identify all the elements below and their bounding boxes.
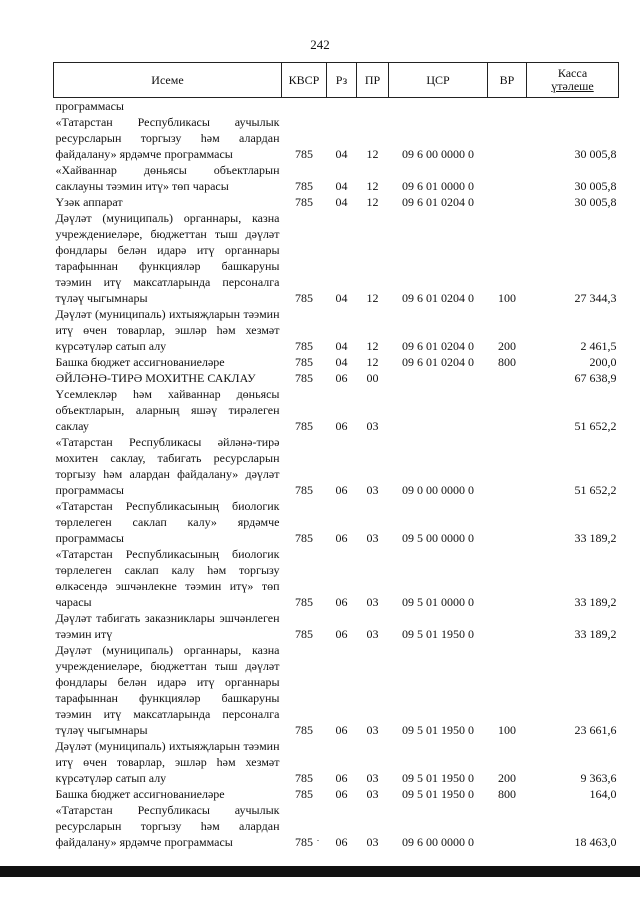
cell-name: «Татарстан Республикасының биологик төрлелеген саклап калу» ярдәмче программасы	[55, 499, 280, 545]
cell-vr	[488, 386, 527, 434]
table-row	[54, 610, 619, 642]
cell-pr	[357, 98, 389, 115]
cell-pr: 12	[366, 195, 379, 209]
cell-csr: 09 5 01 1950 0	[402, 627, 474, 641]
cell-kvsr: 785	[295, 627, 313, 641]
table-row	[54, 98, 619, 115]
cell-rz: 04	[335, 355, 348, 369]
cell-kvsr: 785	[295, 371, 313, 385]
cell-amount	[527, 98, 619, 115]
cell-kvsr	[282, 98, 327, 115]
cell-amount: 200,0	[589, 355, 617, 369]
cell-csr	[389, 98, 488, 115]
cell-name: Дәүләт табигать заказниклары эшчәнлеген тәэмин итү	[55, 611, 280, 641]
cell-kvsr: 785	[295, 483, 313, 497]
cell-vr	[488, 114, 527, 162]
cell-vr	[488, 802, 527, 850]
cell-amount: 30 005,8	[574, 179, 617, 193]
table-row	[54, 162, 619, 194]
cell-amount: 33 189,2	[574, 531, 617, 545]
cell-vr	[488, 370, 527, 386]
cell-pr: 03	[366, 595, 379, 609]
cell-amount: 33 189,2	[574, 627, 617, 641]
cell-vr	[488, 434, 527, 498]
cell-csr: 09 5 01 1950 0	[402, 723, 474, 737]
cell-csr: 09 5 01 1950 0	[402, 771, 474, 785]
cell-kvsr: 785	[295, 339, 313, 353]
cell-rz: 06	[335, 483, 348, 497]
cell-pr: 12	[366, 355, 379, 369]
table-row	[54, 786, 619, 802]
cell-amount: 2 461,5	[580, 339, 617, 353]
table-row	[54, 642, 619, 738]
cell-csr: 09 5 00 0000 0	[402, 531, 474, 545]
header-kassa-line2: үтәлеше	[551, 79, 594, 93]
cell-rz: 06	[335, 835, 348, 849]
cell-rz: 04	[335, 339, 348, 353]
cell-vr: 800	[498, 355, 516, 369]
cell-pr: 03	[366, 723, 379, 737]
table-row	[54, 194, 619, 210]
cell-name: Үсемлекләр һәм хайваннар дөньясы объектларын, аларның яшәү тирәлеген саклау	[55, 387, 280, 433]
cell-name: Дәүләт (муниципаль) органнары, казна учреждениеләре, бюджеттан тыш дәүләт фондлары белән идарә итү органнары тарафыннан функцияләр башкаруны тәэмин итү максатларында персоналга түләү чыгымнары	[55, 643, 280, 737]
cell-name: Башка бюджет ассигнованиеләре	[55, 787, 225, 801]
cell-amount: 51 652,2	[574, 419, 617, 433]
cell-vr: 100	[498, 723, 516, 737]
header-pr: ПР	[357, 63, 389, 98]
cell-amount: 30 005,8	[574, 147, 617, 161]
cell-csr: 09 6 01 0000 0	[402, 179, 474, 193]
cell-kvsr: 785	[295, 355, 313, 369]
scan-bottom-edge	[0, 866, 640, 877]
cell-kvsr: 785	[295, 771, 313, 785]
cell-kvsr: 785	[295, 723, 313, 737]
cell-kvsr: 785	[295, 179, 313, 193]
cell-csr: 09 5 01 0000 0	[402, 595, 474, 609]
cell-pr: 03	[366, 483, 379, 497]
cell-vr	[488, 498, 527, 546]
cell-name: ӘЙЛӘНӘ-ТИРӘ МОХИТНЕ САКЛАУ	[55, 371, 256, 385]
cell-rz	[327, 98, 357, 115]
cell-vr	[488, 98, 527, 115]
cell-pr: 12	[366, 291, 379, 305]
cell-vr: 100	[498, 291, 516, 305]
cell-name: «Татарстан Республикасы аучылык ресурсларын торгызу һәм алардан файдалану» ярдәмче программасы	[55, 803, 280, 849]
table-row	[54, 306, 619, 354]
cell-csr: 09 6 01 0204 0	[402, 195, 474, 209]
cell-name: Дәүләт (муниципаль) органнары, казна учреждениеләре, бюджеттан тыш дәүләт фондлары белән идарә итү органнары тарафыннан функцияләр башкаруны тәэмин итү максатларында персоналга түләү чыгымнары	[55, 211, 280, 305]
cell-kvsr: 785	[295, 419, 313, 433]
cell-csr: 09 6 01 0204 0	[402, 355, 474, 369]
cell-pr: 00	[366, 371, 379, 385]
cell-amount: 23 661,6	[574, 723, 617, 737]
header-vr: ВР	[488, 63, 527, 98]
cell-vr	[488, 162, 527, 194]
cell-name: программасы	[55, 99, 124, 113]
cell-rz: 06	[335, 787, 348, 801]
table-row	[54, 498, 619, 546]
header-kvsr: КВСР	[282, 63, 327, 98]
cell-csr: 09 5 01 1950 0	[402, 787, 474, 801]
cell-amount: 33 189,2	[574, 595, 617, 609]
cell-name: Үзәк аппарат	[55, 195, 123, 209]
table-row	[54, 738, 619, 786]
cell-vr: 200	[498, 771, 516, 785]
header-rz: Рз	[327, 63, 357, 98]
cell-pr: 03	[366, 835, 379, 849]
cell-rz: 04	[335, 147, 348, 161]
cell-pr: 12	[366, 147, 379, 161]
table-header-row	[54, 63, 619, 98]
table-row	[54, 386, 619, 434]
cell-csr: 09 6 00 0000 0	[402, 147, 474, 161]
scan-artifact	[317, 840, 319, 841]
budget-table	[53, 62, 619, 850]
cell-amount: 51 652,2	[574, 483, 617, 497]
cell-rz: 04	[335, 179, 348, 193]
table-row	[54, 802, 619, 850]
table-row	[54, 546, 619, 610]
cell-name: «Татарстан Республикасының биологик төрлелеген саклап калу һәм торгызу өлкәсендә эшчәнлекне тәэмин итү» төп чарасы	[55, 547, 280, 609]
cell-amount: 30 005,8	[574, 195, 617, 209]
cell-vr	[488, 194, 527, 210]
cell-kvsr: 785	[295, 147, 313, 161]
cell-csr: 09 6 01 0204 0	[402, 291, 474, 305]
cell-vr: 200	[498, 339, 516, 353]
header-kassa-line1: Касса	[557, 66, 588, 80]
cell-pr: 03	[366, 419, 379, 433]
cell-kvsr: 785	[295, 291, 313, 305]
cell-name: «Татарстан Республикасы аучылык ресурсларын торгызу һәм алардан файдалану» ярдәмче программасы	[55, 115, 280, 161]
cell-kvsr: 785	[295, 195, 313, 209]
cell-pr: 03	[366, 627, 379, 641]
table-row	[54, 354, 619, 370]
cell-amount: 9 363,6	[580, 771, 617, 785]
cell-rz: 06	[335, 627, 348, 641]
cell-pr: 03	[366, 771, 379, 785]
cell-rz: 06	[335, 419, 348, 433]
table-row	[54, 114, 619, 162]
cell-csr	[389, 370, 488, 386]
cell-kvsr: 785	[295, 531, 313, 545]
cell-amount: 18 463,0	[574, 835, 617, 849]
header-kassa	[527, 63, 619, 98]
cell-pr: 03	[366, 787, 379, 801]
header-name: Исеме	[54, 63, 282, 98]
cell-pr: 03	[366, 531, 379, 545]
cell-csr: 09 6 00 0000 0	[402, 835, 474, 849]
cell-rz: 06	[335, 595, 348, 609]
cell-name: «Хайваннар дөньясы объектларын саклауны тәэмин итү» төп чарасы	[55, 163, 280, 193]
cell-vr	[488, 546, 527, 610]
cell-amount: 27 344,3	[574, 291, 617, 305]
header-csr: ЦСР	[389, 63, 488, 98]
cell-amount: 164,0	[589, 787, 617, 801]
table-row	[54, 434, 619, 498]
table-row	[54, 210, 619, 306]
cell-rz: 04	[335, 291, 348, 305]
cell-pr: 12	[366, 179, 379, 193]
cell-pr: 12	[366, 339, 379, 353]
cell-csr: 09 6 01 0204 0	[402, 339, 474, 353]
cell-kvsr: 785	[295, 787, 313, 801]
cell-name: Дәүләт (муниципаль) ихтыяҗларын тәэмин итү өчен товарлар, эшләр һәм хезмәт күрсәтүләр сатып алу	[55, 739, 280, 785]
cell-rz: 04	[335, 195, 348, 209]
page-number: 242	[310, 37, 330, 52]
cell-rz: 06	[335, 723, 348, 737]
cell-csr	[389, 386, 488, 434]
cell-kvsr: 785	[295, 835, 313, 849]
cell-rz: 06	[335, 771, 348, 785]
cell-csr: 09 0 00 0000 0	[402, 483, 474, 497]
cell-vr: 800	[498, 787, 516, 801]
cell-rz: 06	[335, 531, 348, 545]
cell-vr	[488, 610, 527, 642]
cell-kvsr: 785	[295, 595, 313, 609]
cell-name: «Татарстан Республикасы әйләнә-тирә мохитен саклау, табигать ресурсларын торгызу һәм алардан файдалану» дәүләт программасы	[55, 435, 280, 497]
cell-rz: 06	[335, 371, 348, 385]
table-row	[54, 370, 619, 386]
cell-name: Башка бюджет ассигнованиеләре	[55, 355, 225, 369]
cell-amount: 67 638,9	[574, 371, 617, 385]
cell-name: Дәүләт (муниципаль) ихтыяҗларын тәэмин итү өчен товарлар, эшләр һәм хезмәт күрсәтүләр сатып алу	[55, 307, 280, 353]
